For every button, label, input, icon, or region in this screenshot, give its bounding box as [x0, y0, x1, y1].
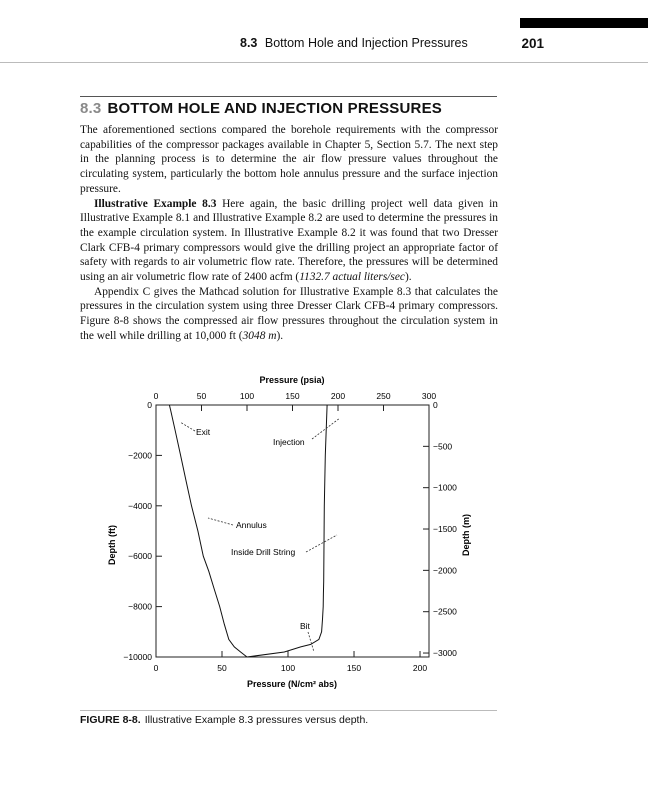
annotation-injection-label: Injection [273, 437, 305, 447]
figure-label: FIGURE 8-8. [80, 714, 141, 726]
left-tick-label: −8000 [128, 601, 152, 612]
right-tick-label: −1500 [433, 524, 457, 535]
paragraph-3-italic: 3048 m [242, 329, 277, 342]
left-tick-label: −10000 [123, 652, 152, 662]
section-title: BOTTOM HOLE AND INJECTION PRESSURES [107, 100, 442, 117]
right-tick-label: 0 [433, 400, 438, 410]
left-tick-label: −2000 [128, 450, 152, 461]
body-text [80, 123, 498, 344]
pressure-depth-chart [100, 370, 471, 700]
paragraph-2-text: Here again, the basic drilling project well data given in Illustrative Example 8.1 and Illustrative Example 8.2 are used to determine the pressures in the example circulation system. In Illustrative Example 8.2 it was found that two Dresser Clark CFB-4 primary compressors would give the drilling project an appropriate factor of safety with regards to air volumetric flow rate. Therefore, the pressures will be determined using an air volumetric flow rate of 2400 acfm ( [80, 197, 499, 284]
top-tick-label: 50 [196, 391, 207, 401]
page-tab-marker [520, 18, 648, 28]
annotation-exit-label: Exit [196, 427, 211, 437]
right-tick-label: −500 [433, 441, 453, 452]
top-axis-label: Pressure (psia) [259, 375, 325, 385]
header-rule [0, 62, 648, 63]
top-tick-label: 250 [376, 391, 391, 401]
paragraph-1: The aforementioned sections compared the borehole requirements with the compressor capabilities of the compressor packages available in Chapter 5, Section 5.7. The next step in the planning process is to determine the air flow pressure values throughout the circulating system, particularly the bottom hole annulus pressure and the surface injection pressure. [80, 124, 498, 195]
paragraph-3 [80, 285, 498, 344]
annotation-exit-leader [180, 422, 195, 431]
bottom-axis-label: Pressure (N/cm² abs) [246, 679, 338, 689]
annotation-bit-label: Bit [300, 621, 310, 631]
annotation-bit-leader [308, 632, 314, 652]
right-axis-label: Depth (m) [461, 514, 471, 556]
figure-caption-text: Illustrative Example 8.3 pressures versus depth. [144, 714, 369, 726]
running-head-section-number: 8.3 [240, 36, 258, 50]
paragraph-3-end: ). [276, 329, 284, 342]
annotation-inside-drill-string-label: Inside Drill String [231, 547, 296, 557]
left-tick-label: −6000 [128, 551, 152, 562]
page-number: 201 [521, 36, 544, 51]
series-annulus-line [169, 405, 247, 657]
running-head-section-title: Bottom Hole and Injection Pressures [264, 36, 468, 50]
paragraph-2 [80, 197, 498, 285]
annotation-annulus-leader [208, 518, 233, 525]
right-tick-label: −1000 [433, 482, 457, 493]
top-tick-label: 150 [285, 391, 300, 401]
paragraph-2-end: ). [404, 271, 412, 284]
figure-rule [80, 710, 497, 711]
section-number: 8.3 [80, 100, 102, 117]
right-tick-label: −3000 [433, 648, 457, 659]
paragraph-2-italic: 1132.7 actual liters/sec [299, 271, 405, 284]
bottom-tick-label: 50 [217, 663, 227, 673]
top-tick-label: 100 [239, 391, 255, 401]
running-head [240, 36, 544, 54]
example-label: Illustrative Example 8.3 [94, 197, 217, 210]
paragraph-3-text: Appendix C gives the Mathcad solution for Illustrative Example 8.3 that calculates the pressures in the circulation system using three Dresser Clark CFB-4 primary compressors. Figure 8-8 shows the compressed air flow pressures throughout the circulation system in the well while drilling at 10,000 ft ( [80, 285, 498, 342]
top-tick-label: 200 [330, 391, 346, 401]
figure-caption [80, 714, 368, 726]
bottom-tick-label: 150 [346, 663, 362, 673]
section-rule [80, 96, 497, 97]
annotation-annulus-label: Annulus [236, 520, 267, 530]
bottom-tick-label: 100 [280, 663, 296, 673]
left-tick-label: 0 [147, 400, 152, 410]
right-tick-label: −2500 [433, 606, 457, 617]
section-heading [80, 100, 442, 117]
top-tick-label: 300 [421, 391, 437, 401]
top-tick-label: 0 [153, 391, 159, 401]
left-tick-label: −4000 [128, 500, 152, 511]
bottom-tick-label: 200 [412, 663, 428, 673]
right-tick-label: −2000 [433, 565, 457, 576]
left-axis-label: Depth (ft) [107, 525, 117, 565]
annotation-inside-drill-string-leader [306, 535, 337, 552]
bottom-tick-label: 0 [153, 663, 159, 673]
